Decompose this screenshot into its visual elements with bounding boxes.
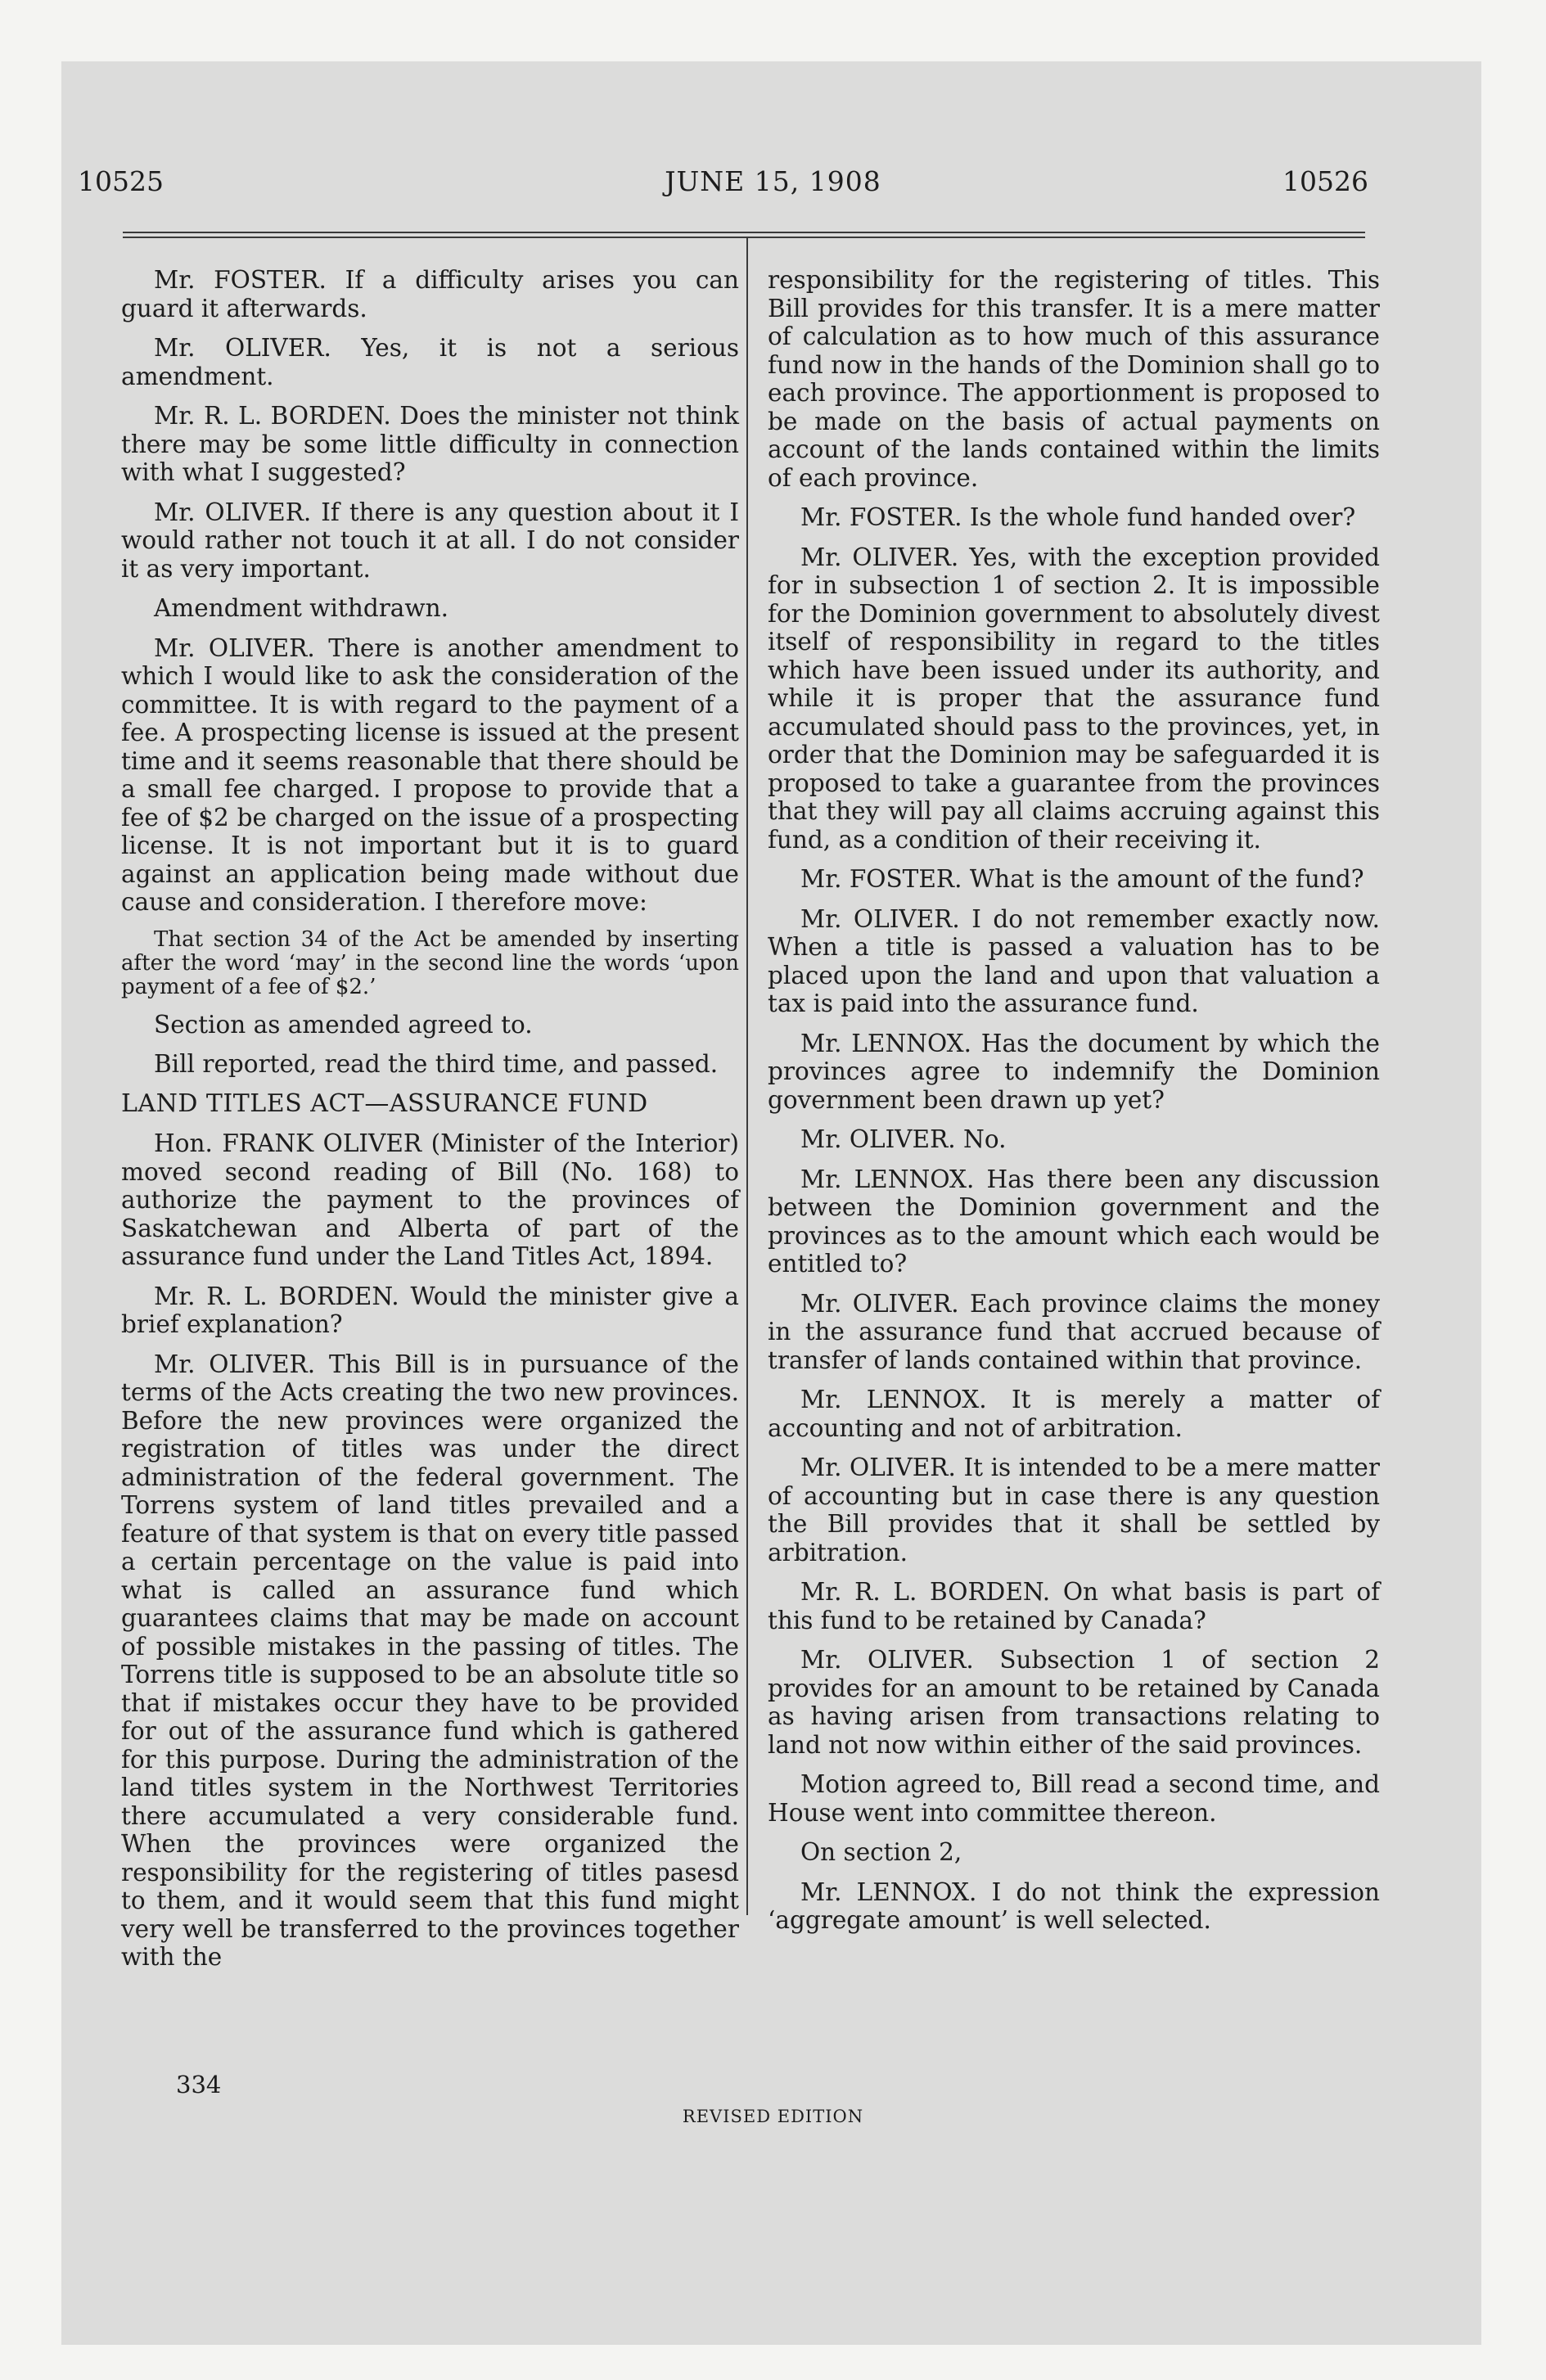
paragraph: Mr. OLIVER. No. (800, 1125, 1007, 1153)
header-rule-top (123, 232, 1365, 233)
page-header (0, 165, 1546, 214)
paragraph: Mr. OLIVER. If there is any question about it I would rather not touch it at all. I do not consider it as very important. (121, 498, 739, 583)
paragraph: Mr. R. L. BORDEN. On what basis is part of this fund to be retained by Canada? (768, 1578, 1380, 1634)
paragraph: Bill reported, read the third time, and passed. (154, 1050, 719, 1078)
paragraph: Mr. OLIVER. Yes, with the exception provided for in subsection 1 of section 2. It is impossible for the Dominion government to absolutely divest itself of responsibility in regard to the titles which have been issued under its authority, and while it is proper that the assurance fund accumulated should pass to the provinces, yet, in order that the Dominion may be safeguarded it is proposed to take a guarantee from the provinces that they will pay all claims accruing against this fund, as a condition of their receiving it. (768, 543, 1380, 854)
motion-quote: That section 34 of the Act be amended by inserting after the word ‘may’ in the second line the words ‘upon payment of a fee of $2.’ (121, 926, 739, 999)
paragraph: Mr. LENNOX. It is merely a matter of accounting and not of arbitration. (768, 1386, 1380, 1442)
paragraph: Motion agreed to, Bill read a second time, and House went into committee thereon. (768, 1770, 1380, 1827)
footer-edition: REVISED EDITION (682, 2107, 864, 2126)
paragraph: Mr. FOSTER. If a difficulty arises you can guard it afterwards. (121, 266, 739, 322)
paragraph: Mr. FOSTER. What is the amount of the fund? (800, 865, 1364, 893)
paragraph: Mr. OLIVER. It is intended to be a mere matter of accounting but in case there is any question the Bill provides that it shall be settled by arbitration. (768, 1454, 1380, 1566)
left-column (121, 266, 739, 1983)
right-page-number: 10526 (1282, 165, 1368, 197)
paragraph: Mr. OLIVER. I do not remember exactly now. When a title is passed a valuation has to be placed upon the land and upon that valuation a tax is paid into the assurance fund. (768, 904, 1380, 1017)
signature-number: 334 (176, 2071, 222, 2098)
column-divider (746, 237, 748, 1915)
paragraph: Mr. LENNOX. Has there been any discussion between the Dominion government and the provinces as to the amount which each would be entitled to? (768, 1165, 1380, 1278)
paragraph: Mr. R. L. BORDEN. Does the minister not think there may be some little difficulty in connection with what I suggested? (121, 402, 739, 486)
page-date: JUNE 15, 1908 (665, 165, 881, 197)
paragraph: Mr. R. L. BORDEN. Would the minister give a brief explanation? (121, 1282, 739, 1338)
paragraph: Mr. OLIVER. Subsection 1 of section 2 provides for an amount to be retained by Canada as having arisen from transactions relating to land not now within either of the said provinces. (768, 1646, 1380, 1759)
header-rule-bottom (123, 237, 1365, 238)
paragraph: Mr. OLIVER. Each province claims the money in the assurance fund that accrued because of transfer of lands contained within that province. (768, 1289, 1380, 1374)
right-column (768, 266, 1380, 1946)
paragraph: Mr. OLIVER. There is another amendment to which I would like to ask the consideration of the committee. It is with regard to the payment of a fee. A prospecting license is issued at the present time and it seems reasonable that there should be a small fee charged. I propose to provide that a fee of $2 be charged on the issue of a prospecting license. It is not important but it is to guard against an application being made without due cause and consideration. I therefore move: (121, 633, 739, 916)
paragraph: On section 2, (800, 1838, 962, 1866)
paragraph: Section as amended agreed to. (154, 1010, 533, 1039)
paragraph: Mr. FOSTER. Is the whole fund handed over? (800, 503, 1356, 531)
paragraph: Hon. FRANK OLIVER (Minister of the Interior) moved second reading of Bill (No. 168) to authorize the payment to the provinces of Saskatchewan and Alberta of part of the assurance fund under the Land Titles Act, 1894. (121, 1129, 739, 1270)
section-heading: LAND TITLES ACT—ASSURANCE FUND (121, 1089, 648, 1118)
paragraph: Mr. LENNOX. I do not think the expression ‘aggregate amount’ is well selected. (768, 1877, 1380, 1934)
paragraph: Mr. OLIVER. This Bill is in pursuance of the terms of the Acts creating the two new provinces. Before the new provinces were organized the registration of titles was under the direct administration of the federal government. The Torrens system of land titles prevailed and a feature of that system is that on every title passed a certain percentage on the value is paid into what is called an assurance fund which guarantees claims that may be made on account of possible mistakes in the passing of titles. The Torrens title is supposed to be an absolute title so that if mistakes occur they have to be provided for out of the assurance fund which is gathered for this purpose. During the administration of the land titles system in the Northwest Territories there accumulated a very considerable fund. When the provinces were organized the responsibility for the registering of titles pasesd to them, and it would seem that this fund might very well be transferred to the provinces together with the (121, 1350, 739, 1971)
left-page-number: 10525 (78, 165, 164, 197)
paragraph: Mr. LENNOX. Has the document by which the provinces agree to indemnify the Dominion government been drawn up yet? (768, 1029, 1380, 1114)
paragraph: responsibility for the registering of titles. This Bill provides for this transfer. It is a mere matter of calculation as to how much of this assurance fund now in the hands of the Dominion shall go to each province. The apportionment is proposed to be made on the basis of actual payments on account of the lands contained within the limits of each province. (768, 266, 1380, 492)
paragraph: Amendment withdrawn. (154, 594, 449, 622)
paragraph: Mr. OLIVER. Yes, it is not a serious amendment. (121, 334, 739, 390)
